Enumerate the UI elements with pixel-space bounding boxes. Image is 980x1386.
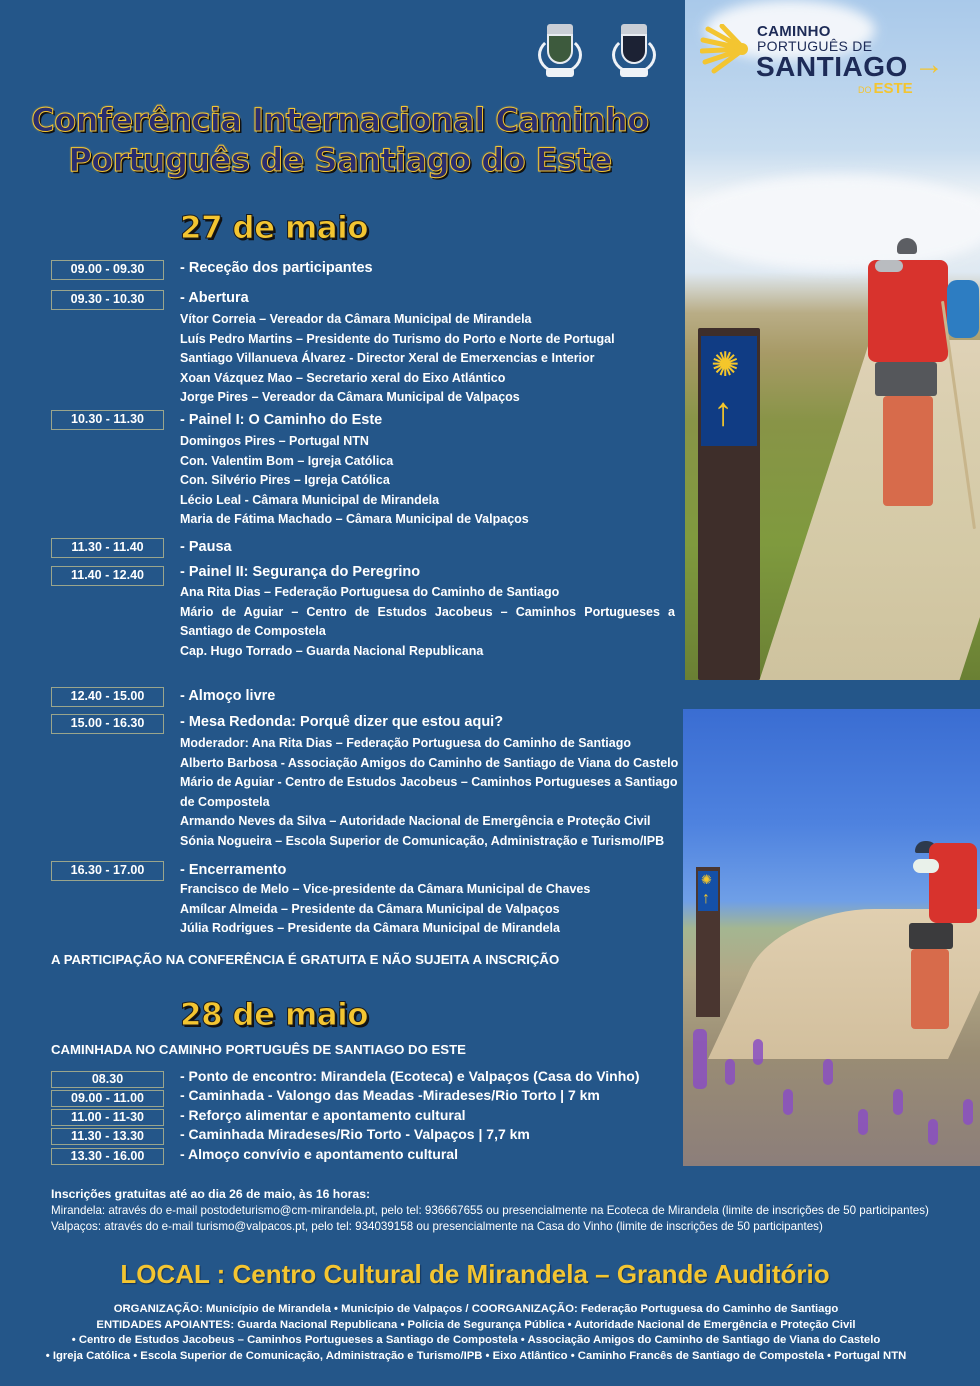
walk-item: - Almoço convívio e apontamento cultural <box>180 1146 458 1162</box>
lavender-flower <box>963 1099 973 1125</box>
speaker-list <box>180 432 675 530</box>
dirt-trail <box>740 340 980 680</box>
brand-line-santiago: SANTIAGO <box>756 51 908 82</box>
speaker-list <box>180 310 675 408</box>
speaker: Sónia Nogueira – Escola Superior de Comunicação, Administração e Turismo/IPB <box>180 833 665 848</box>
speaker: Júlia Rodrigues – Presidente da Câmara Municipal de Mirandela <box>180 921 560 936</box>
waymarker-post <box>698 328 760 680</box>
walk-item: - Ponto de encontro: Mirandela (Ecoteca) e Valpaços (Casa do Vinho) <box>180 1068 640 1084</box>
speaker: Mário de Aguiar - Centro de Estudos Jacobeus – Caminhos Portugueses a Santiago <box>180 775 678 790</box>
session-title: - Painel I: O Caminho do Este <box>180 412 383 428</box>
registration-title: Inscrições gratuitas até ao dia 26 de maio, às 16 horas: <box>51 1187 371 1201</box>
session-title: - Receção dos participantes <box>180 260 373 276</box>
brand-line-portugues-de: PORTUGUÊS DE <box>757 38 873 54</box>
lavender-flower <box>783 1089 793 1115</box>
scallop-shell-icon: ✺ <box>711 346 740 384</box>
caminho-santiago-este-logo <box>700 18 970 108</box>
speaker: Alberto Barbosa - Associação Amigos do Caminho de Santiago de Viana do Castelo <box>180 755 679 770</box>
waymarker-sign <box>698 871 718 911</box>
walk-item: - Caminhada - Valongo das Meadas -Miradeses/Rio Torto | 7 km <box>180 1087 600 1103</box>
page-title: Conferência Internacional Caminho Português de Santiago do Este <box>31 101 649 179</box>
time-slot: 16.30 - 17.00 <box>51 861 164 881</box>
scallop-shell-icon: ✺ <box>701 872 712 887</box>
time-slot: 12.40 - 15.00 <box>51 687 164 707</box>
footer-organization: ORGANIZAÇÃO: Município de Mirandela • Município de Valpaços / COORGANIZAÇÃO: Federação Portuguesa do Caminho de Santiago <box>113 1303 839 1315</box>
time-slot: 09.00 - 09.30 <box>51 260 164 280</box>
speaker: Con. Silvério Pires – Igreja Católica <box>180 473 390 488</box>
speaker: de Compostela <box>180 794 270 809</box>
blue-sleeping-bag <box>947 280 979 338</box>
free-participation-notice: A PARTICIPAÇÃO NA CONFERÊNCIA É GRATUITA E NÃO SUJEITA A INSCRIÇÃO <box>51 952 560 967</box>
time-slot: 15.00 - 16.30 <box>51 714 164 734</box>
cloud <box>685 175 980 270</box>
speaker: Xoan Vázquez Mao – Secretario xeral do Eixo Atlántico <box>180 370 506 385</box>
sleeping-mat <box>913 859 939 873</box>
hiker-trousers <box>883 396 933 506</box>
lavender-flower <box>725 1059 735 1085</box>
session-title: - Abertura <box>180 290 249 306</box>
registration-mirandela: Mirandela: através do e-mail postodeturismo@cm-mirandela.pt, pelo tel: 936667655 ou presencialmente na Ecoteca de Mirandela (limite de inscrições de 50 participantes) <box>51 1203 929 1217</box>
speaker: Armando Neves da Silva – Autoridade Nacional de Emergência e Proteção Civil <box>180 814 651 829</box>
mirandela-coat-of-arms-icon <box>536 24 584 80</box>
organizers-footer <box>0 1302 952 1364</box>
lavender-flower <box>693 1029 707 1089</box>
speaker: Ana Rita Dias – Federação Portuguesa do Caminho de Santiago <box>180 585 560 599</box>
arrow-up-icon: ↑ <box>702 890 710 907</box>
waymarker-sign <box>701 336 757 446</box>
registration-info <box>51 1186 971 1236</box>
session-title: - Pausa <box>180 539 232 555</box>
speaker-list <box>180 583 675 661</box>
speaker: Domingos Pires – Portugal NTN <box>180 434 369 448</box>
hiker-cap <box>897 238 917 254</box>
day1-title: 27 de maio <box>180 210 369 246</box>
speaker: Luís Pedro Martins – Presidente do Turismo do Porto e Norte de Portugal <box>180 331 615 346</box>
lavender-flower <box>928 1119 938 1145</box>
walk-item: - Reforço alimentar e apontamento cultural <box>180 1107 466 1123</box>
walk-item: - Caminhada Miradeses/Rio Torto - Valpaços | 7,7 km <box>180 1126 530 1142</box>
walk-heading: CAMINHADA NO CAMINHO PORTUGUÊS DE SANTIAGO DO ESTE <box>51 1042 466 1057</box>
hiker-trousers <box>911 949 949 1029</box>
session-title: - Painel II: Segurança do Peregrino <box>180 564 421 580</box>
thermos <box>875 260 903 272</box>
speaker: Vítor Correia – Vereador da Câmara Municipal de Mirandela <box>180 312 532 326</box>
brand-line-caminho: CAMINHO <box>757 23 831 40</box>
hiker-shorts <box>875 362 937 396</box>
time-slot: 11.00 - 11-30 <box>51 1109 164 1126</box>
speaker: Jorge Pires – Vereador da Câmara Municipal de Valpaços <box>180 390 520 405</box>
time-slot: 10.30 - 11.30 <box>51 410 164 430</box>
brand-line-do-este: DO ESTE <box>858 80 913 97</box>
footer-supporters: • Centro de Estudos Jacobeus – Caminhos Portugueses a Santiago de Compostela • Associação Amigos do Caminho de Santiago de Viana do Castelo <box>71 1334 881 1346</box>
speaker: Maria de Fátima Machado – Câmara Municipal de Valpaços <box>180 512 529 527</box>
lavender-flower <box>858 1109 868 1135</box>
time-slot: 11.30 - 11.40 <box>51 538 164 558</box>
session-title: - Mesa Redonda: Porquê dizer que estou aqui? <box>180 714 504 730</box>
speaker: Con. Valentim Bom – Igreja Católica <box>180 453 394 468</box>
time-slot: 09.00 - 11.00 <box>51 1090 164 1107</box>
time-slot: 08.30 <box>51 1071 164 1088</box>
time-slot: 09.30 - 10.30 <box>51 290 164 310</box>
speaker: Santiago Villanueva Álvarez - Director Xeral de Emerxencias e Interior <box>180 351 595 366</box>
registration-valpacos: Valpaços: através do e-mail turismo@valpacos.pt, pelo tel: 934039158 ou presencialmente na Casa do Vinho (limite de inscrições de 50 participantes) <box>51 1220 823 1233</box>
arrow-right-icon: → <box>914 48 944 81</box>
lavender-flower <box>753 1039 763 1065</box>
speaker: Cap. Hugo Torrado – Guarda Nacional Republicana <box>180 643 484 658</box>
scallop-shell-icon <box>700 24 750 74</box>
footer-supporters: ENTIDADES APOIANTES: Guarda Nacional Republicana • Polícia de Segurança Pública • Autoridade Nacional de Emergência e Proteção Civil <box>96 1318 856 1331</box>
footer-supporters: • Igreja Católica • Escola Superior de Comunicação, Administração e Turismo/IPB • Eixo Atlântico • Caminho Francês de Santiago de Compostela • Portugal NTN <box>45 1349 907 1362</box>
speaker: Lécio Leal - Câmara Municipal de Mirandela <box>180 492 440 507</box>
speaker: Mário de Aguiar – Centro de Estudos Jacobeus – Caminhos Portugueses a Santiago de Compostela <box>180 604 675 639</box>
speaker-list <box>180 880 675 939</box>
photo-pilgrim-on-hill-trail <box>683 709 980 1166</box>
red-backpack-icon <box>929 843 977 923</box>
arrow-up-icon: ↑ <box>713 390 733 434</box>
lavender-flower <box>893 1089 903 1115</box>
speaker-list <box>180 734 685 852</box>
session-title: - Almoço livre <box>180 688 276 704</box>
session-title: - Encerramento <box>180 862 287 878</box>
time-slot: 13.30 - 16.00 <box>51 1148 164 1165</box>
speaker: Moderador: Ana Rita Dias – Federação Portuguesa do Caminho de Santiago <box>180 736 632 750</box>
speaker: Amílcar Almeida – Presidente da Câmara Municipal de Valpaços <box>180 901 560 916</box>
venue-location: LOCAL : Centro Cultural de Mirandela – Grande Auditório <box>120 1259 830 1289</box>
time-slot: 11.40 - 12.40 <box>51 566 164 586</box>
lavender-flower <box>823 1059 833 1085</box>
hiker-shorts <box>909 923 953 949</box>
waymarker-post <box>696 867 720 1017</box>
red-backpack-icon <box>868 260 948 362</box>
speaker: Francisco de Melo – Vice-presidente da Câmara Municipal de Chaves <box>180 882 591 896</box>
valpacos-coat-of-arms-icon <box>610 24 658 80</box>
time-slot: 11.30 - 13.30 <box>51 1128 164 1145</box>
day2-title: 28 de maio <box>180 997 369 1033</box>
